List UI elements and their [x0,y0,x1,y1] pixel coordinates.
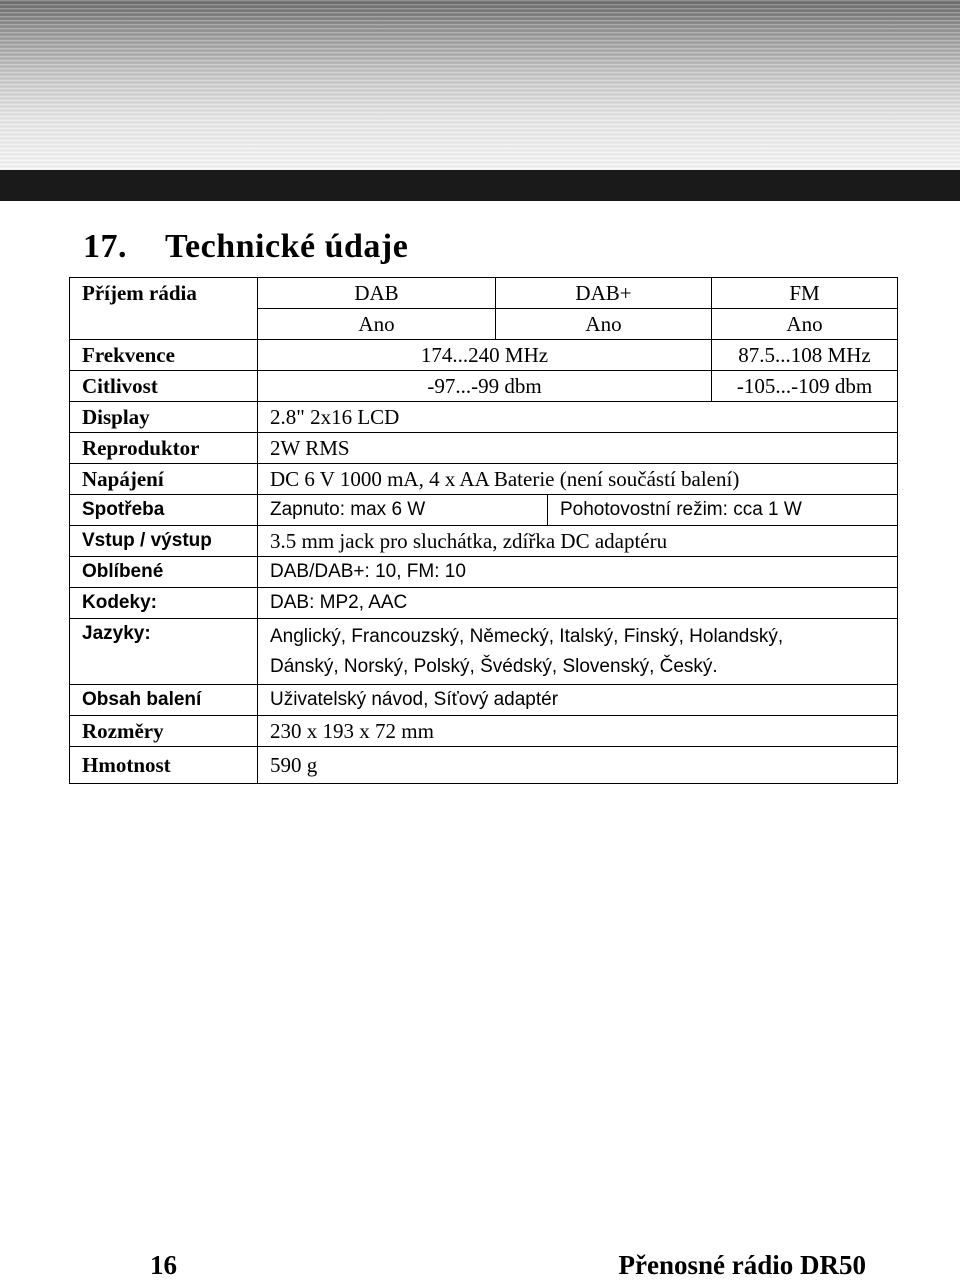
table-row [70,747,898,784]
table-row [70,588,898,619]
row-label: Napájení [70,464,258,495]
cell-favorites: DAB/DAB+: 10, FM: 10 [258,557,898,588]
section-number: 17. [83,228,127,265]
cell-fm-value: Ano [712,309,898,340]
cell-power: DC 6 V 1000 mA, 4 x AA Baterie (není součástí balení) [258,464,898,495]
cell-dabplus-value: Ano [496,309,712,340]
cell-io: 3.5 mm jack pro sluchátka, zdířka DC adaptéru [258,526,898,557]
row-label: Oblíbené [70,557,258,588]
table-row [70,495,898,526]
table-row [70,464,898,495]
row-label: Vstup / výstup [70,526,258,557]
row-label: Spotřeba [70,495,258,526]
cell-speaker: 2W RMS [258,433,898,464]
cell-package: Uživatelský návod, Síťový adaptér [258,685,898,716]
cell-consumption-standby: Pohotovostní režim: cca 1 W [548,495,898,526]
table-row [70,716,898,747]
row-label: Reproduktor [70,433,258,464]
table-row [70,557,898,588]
table-row [70,685,898,716]
table-row [70,340,898,371]
table-row [70,619,898,685]
row-label: Rozměry [70,716,258,747]
languages-line-2: Dánský, Norský, Polský, Švédský, Slovenský, Český. [270,655,718,677]
table-row [70,309,898,340]
cell-dab-sensitivity: -97...-99 dbm [258,371,712,402]
cell-dimensions: 230 x 193 x 72 mm [258,716,898,747]
cell-fm: FM [712,278,898,309]
cell-fm-frequency: 87.5...108 MHz [712,340,898,371]
section-title: Technické údaje [165,228,409,265]
table-row [70,433,898,464]
cell-dab: DAB [258,278,496,309]
cell-dab-frequency: 174...240 MHz [258,340,712,371]
row-label: Display [70,402,258,433]
header-gradient-band [0,0,960,170]
row-label: Kodeky: [70,588,258,619]
row-label-empty [70,309,258,340]
cell-consumption-on: Zapnuto: max 6 W [258,495,548,526]
cell-fm-sensitivity: -105...-109 dbm [712,371,898,402]
cell-codecs: DAB: MP2, AAC [258,588,898,619]
header-black-bar [0,170,960,201]
cell-display: 2.8" 2x16 LCD [258,402,898,433]
page-number: 16 [150,1250,177,1280]
table-row [70,402,898,433]
table-row [70,371,898,402]
row-label: Hmotnost [70,747,258,784]
section-heading [83,228,408,266]
languages-line-1: Anglický, Francouzský, Německý, Italský, Finský, Holandský, [270,625,784,647]
cell-weight: 590 g [258,747,898,784]
row-label: Obsah balení [70,685,258,716]
table-row [70,526,898,557]
cell-languages [258,619,898,685]
spec-table [69,277,898,784]
row-label: Příjem rádia [70,278,258,309]
cell-dab-value: Ano [258,309,496,340]
row-label: Frekvence [70,340,258,371]
row-label: Jazyky: [70,619,258,685]
row-label: Citlivost [70,371,258,402]
table-row [70,278,898,309]
product-title: Přenosné rádio DR50 [618,1250,866,1280]
cell-dabplus: DAB+ [496,278,712,309]
